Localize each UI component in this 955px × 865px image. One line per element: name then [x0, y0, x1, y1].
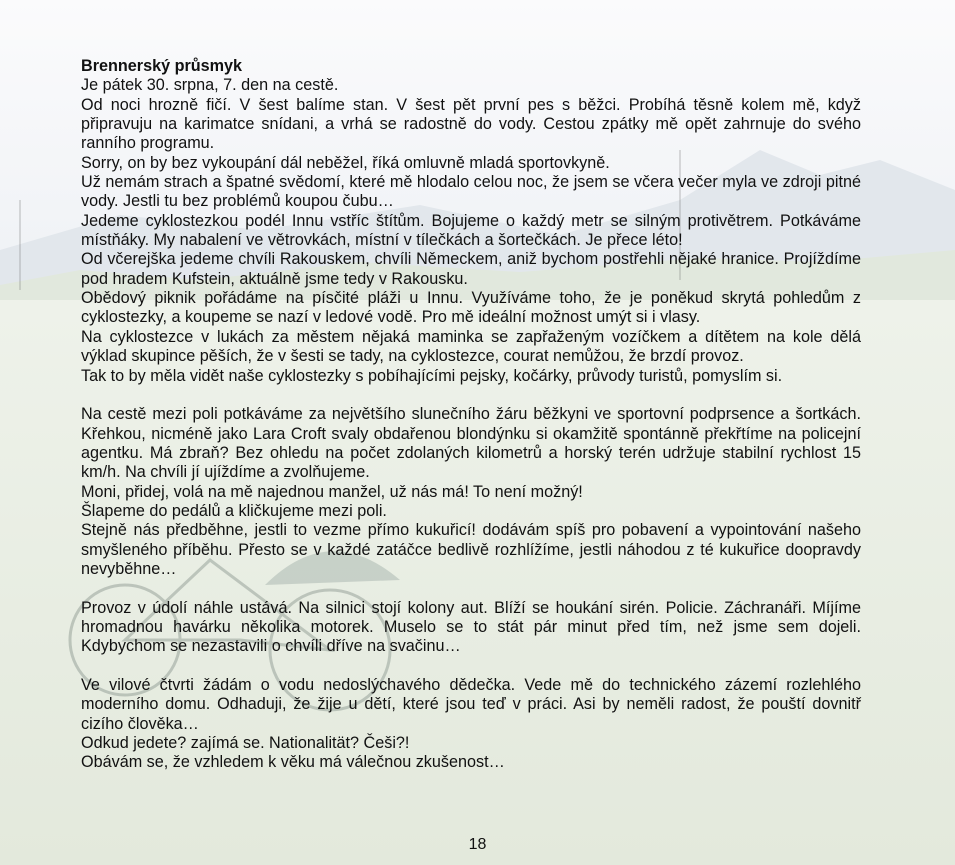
paragraph: Provoz v údolí náhle ustává. Na silnici stojí kolony aut. Blíží se houkání sirén. Policie. Záchranáři. Míjíme hromadnou havárku několika motorek. Muselo se to stát pár minut před tím, než jsme sem dojeli. Kdybychom se nezastavili o chvíli dříve na svačinu…: [81, 598, 861, 656]
paragraph: Tak to by měla vidět naše cyklostezky s pobíhajícími pejsky, kočárky, průvody turistů, pomyslím si.: [81, 366, 783, 385]
paragraph: Od noci hrozně fičí. V šest balíme stan. V šest pět první pes s běžci. Probíhá těsně kolem mě, když připravuju na karimatce snídani, a vrhá se radostně do vody. Cestou zpátky mě opět zahrnuje do svého ranního programu.: [81, 95, 861, 153]
paragraph-date: Je pátek 30. srpna, 7. den na cestě.: [81, 76, 339, 95]
paragraph: Odkud jedete? zajímá se. Nationalität? Češi?!: [81, 734, 410, 753]
body-text: [81, 76, 861, 772]
paragraph: Moni, přidej, volá na mě najednou manžel, už nás má! To není možný!: [81, 482, 583, 501]
paragraph: Obědový piknik pořádáme na písčité pláži u Innu. Využíváme toho, že je poněkud skrytá pohledům z cyklostezky, a koupeme se nazí v ledové vodě. Pro mě ideální možnost umýt si i vlasy.: [81, 289, 861, 327]
blank-line: [81, 579, 861, 598]
paragraph: Šlapeme do pedálů a kličkujeme mezi poli.: [81, 501, 387, 520]
paragraph: Obávám se, že vzhledem k věku má válečnou zkušenost…: [81, 753, 505, 772]
paragraph: Sorry, on by bez vykoupání dál neběžel, říká omluvně mladá sportovkyně.: [81, 153, 610, 172]
paragraph: Už nemám strach a špatné svědomí, které mě hlodalo celou noc, že jsem se včera večer myla ve zdroji pitné vody. Jestli tu bez problémů koupou čubu…: [81, 173, 861, 211]
text-page: [81, 57, 861, 773]
paragraph: Od včerejška jedeme chvíli Rakouskem, chvíli Německem, aniž bychom postřehli nějaké hranice. Projíždíme pod hradem Kufstein, aktuálně jsme tedy v Rakousku.: [81, 250, 861, 288]
paragraph: Na cyklostezce v lukách za městem nějaká maminka se zapřaženým vozíčkem a dítětem na kole dělá výklad skupince pěších, že v šesti se tady, na cyklostezce, courat nemůžou, že brzdí provoz.: [81, 327, 861, 366]
blank-line: [81, 386, 861, 405]
paragraph: Ve vilové čtvrti žádám o vodu nedoslýchavého dědečka. Vede mě do technického zázemí rozlehlého moderního domu. Odhaduji, že žije u dětí, které jsou teď v práci. Asi by neměli radost, že pouští dovnitř cizího člověka…: [81, 676, 861, 733]
paragraph: Stejně nás předběhne, jestli to vezme přímo kukuřicí! dodávám spíš pro pobavení a vypointování našeho smyšleného příběhu. Přesto se v každé zatáčce bedlivě rozhlížíme, jestli náhodou z té kukuřice doopravdy nevyběhne…: [81, 521, 861, 578]
chapter-title: Brennerský průsmyk: [81, 57, 243, 75]
page-number: 18: [468, 836, 487, 853]
paragraph: Na cestě mezi poli potkáváme za největšího slunečního žáru běžkyni ve sportovní podprsence a šortkách. Křehkou, nicméně jako Lara Croft svaly obdařenou blondýnku si okamžitě spontánně překřtíme na policejní agentku. Má zbraň? Bez ohledu na počet zdolaných kilometrů a horský terén udržuje stabilní rychlost 15 km/h. Na chvíli jí ujíždíme a zvolňujeme.: [81, 405, 861, 482]
paragraph: Jedeme cyklostezkou podél Innu vstříc štítům. Bojujeme o každý metr se silným protivětrem. Potkáváme místňáky. My nabalení ve větrovkách, místní v tílečkách a šortečkách. Je přece léto!: [81, 211, 861, 250]
blank-line: [81, 657, 861, 676]
